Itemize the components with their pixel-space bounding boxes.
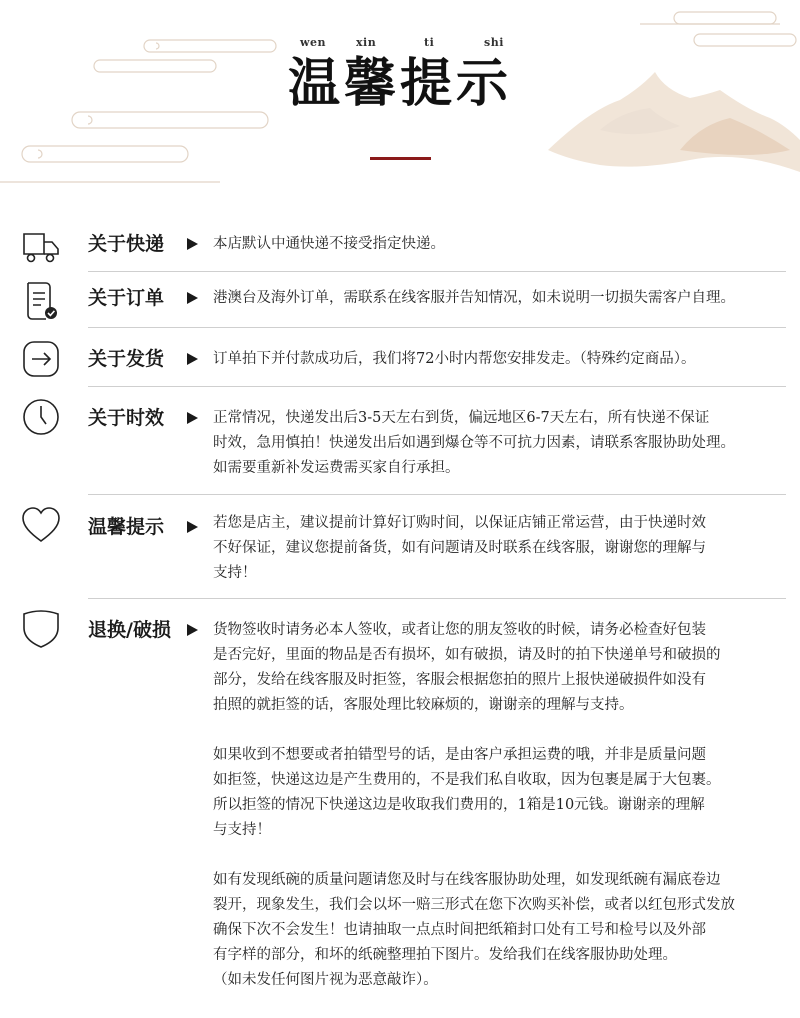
divider bbox=[88, 327, 786, 328]
clock-icon bbox=[20, 396, 62, 438]
row-text: 本店默认中通快递不接受指定快递。 bbox=[213, 236, 445, 252]
divider bbox=[88, 386, 786, 387]
notice-row-timeliness bbox=[0, 396, 800, 486]
arrow-right-marker bbox=[187, 624, 198, 636]
delivery-truck-icon bbox=[20, 226, 62, 268]
arrow-right-marker bbox=[187, 412, 198, 424]
divider bbox=[88, 271, 786, 272]
arrow-right-marker bbox=[187, 292, 198, 304]
title-underline bbox=[370, 157, 431, 160]
notice-row-order bbox=[0, 276, 800, 326]
row-label: 关于时效 bbox=[88, 407, 165, 429]
arrow-right-marker bbox=[187, 353, 198, 365]
order-document-icon bbox=[20, 280, 62, 322]
shield-icon bbox=[20, 608, 62, 650]
notice-row-returns bbox=[0, 608, 800, 998]
row-label: 关于订单 bbox=[88, 287, 165, 309]
paragraph: 如果收到不想要或者拍错型号的话，是由客户承担运费的哦，并非是质量问题 如拒签，快递这边是产生费用的，不是我们私自收取，因为包裹是属于大包裹。 所以拒签的情况下快递这边是收取我们费用的，1箱是10元钱。谢谢亲的理解 与支持！ bbox=[213, 747, 721, 838]
arrow-right-icon bbox=[20, 338, 62, 380]
row-label: 关于快递 bbox=[88, 233, 165, 255]
page-header bbox=[0, 0, 800, 200]
notice-row-shipping bbox=[0, 335, 800, 385]
paragraph: 如有发现纸碗的质量问题请您及时与在线客服协助处理，如发现纸碗有漏底卷边 裂开，现象发生，我们会以坏一赔三形式在您下次购买补偿，或者以红包形式发放 确保下次不会发生！也请抽取一点点时间把纸箱封口处有工号和检号以及外部 有字样的部分，和坏的纸碗整理拍下图片。发给我们在线客服协助处理。 （如未发任何图片视为恶意敲诈）。 bbox=[213, 872, 735, 988]
page-title: 温馨提示 bbox=[287, 53, 512, 114]
row-text: 订单拍下并付款成功后，我们将72小时内帮您安排发走。（特殊约定商品）。 bbox=[213, 351, 696, 367]
row-text: 若您是店主，建议提前计算好订购时间，以保证店铺正常运营，由于快递时效 不好保证，建议您提前备货，如有问题请及时联系在线客服，谢谢您的理解与 支持！ bbox=[213, 515, 706, 581]
notice-row-delivery bbox=[0, 222, 800, 272]
divider bbox=[88, 494, 786, 495]
row-text: 正常情况，快递发出后3-5天左右到货，偏远地区6-7天左右，所有快递不保证 时效，急用慎拍！快递发出后如遇到爆仓等不可抗力因素，请联系客服协助处理。 如需要重新补发运费需买家自行承担。 bbox=[213, 410, 735, 476]
pinyin-wen: wen bbox=[300, 36, 326, 49]
heart-icon bbox=[20, 505, 62, 547]
row-text bbox=[213, 618, 735, 1018]
arrow-right-marker bbox=[187, 238, 198, 250]
arrow-right-marker bbox=[187, 521, 198, 533]
paragraph: 货物签收时请务必本人签收，或者让您的朋友签收的时候，请务必检查好包装 是否完好，里面的物品是否有损坏，如有破损，请及时的拍下快递单号和破损的 部分，发给在线客服及时拒签，客服会根据您拍的照片上报快递破损件如没有 拍照的就拒签的话，客服处理比较麻烦的，谢谢亲的理解与支持。 bbox=[213, 622, 721, 713]
pinyin-ti: ti bbox=[424, 36, 435, 49]
row-label: 温馨提示 bbox=[88, 516, 165, 538]
pinyin-shi: shi bbox=[484, 36, 504, 49]
divider bbox=[88, 598, 786, 599]
row-label: 关于发货 bbox=[88, 348, 165, 370]
row-label: 退换/破损 bbox=[88, 619, 171, 641]
row-text: 港澳台及海外订单，需联系在线客服并告知情况，如未说明一切损失需客户自理。 bbox=[213, 290, 735, 306]
notice-row-tips bbox=[0, 505, 800, 595]
pinyin-xin: xin bbox=[356, 36, 377, 49]
